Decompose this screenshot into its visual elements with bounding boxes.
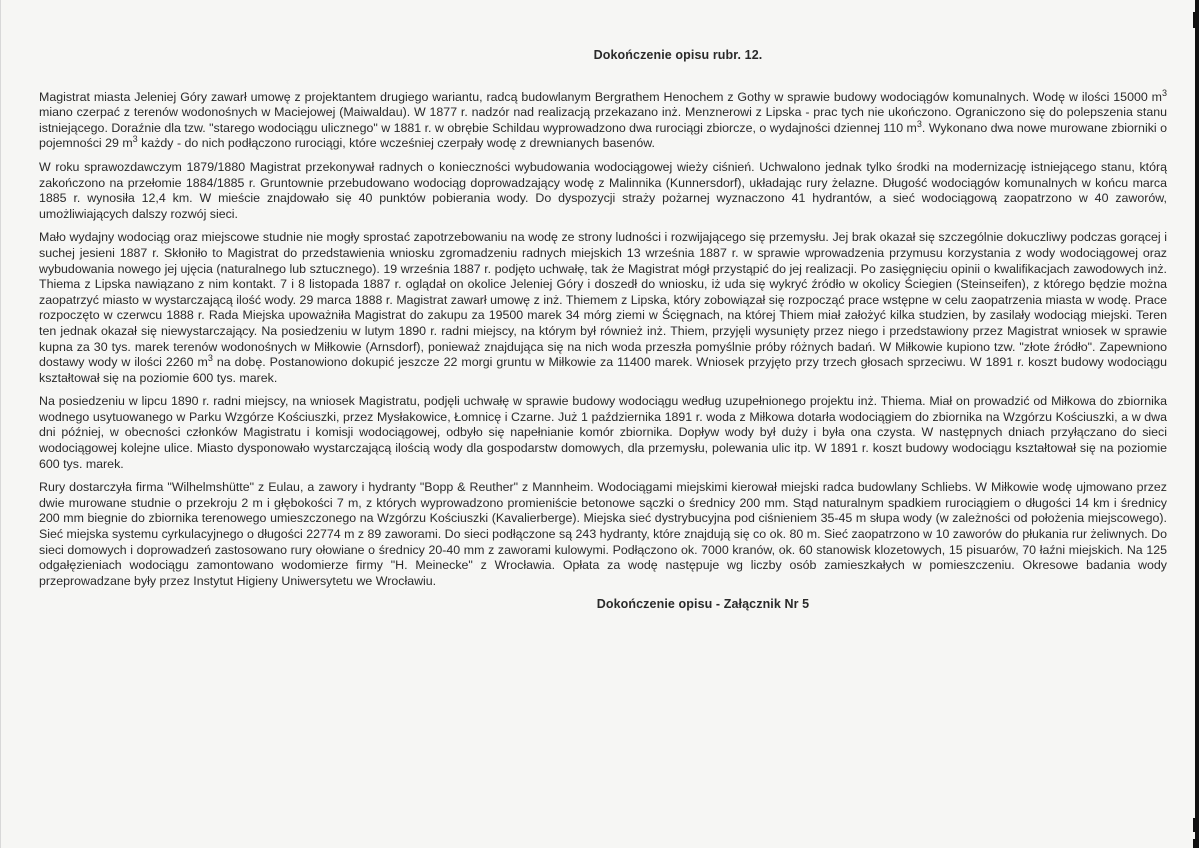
paragraph-3-text-b: na dobę. Postanowiono dokupić jeszcze 22 morgi gruntu w Miłkowie za 11400 marek. Wniosek przyjęto przy trzech głosach sprzeciwu. W 1891 r. koszt budowy wodociągu kształtował się na poziomie 600 tys. marek.: [39, 355, 1167, 385]
page-heading: Dokończenie opisu rubr. 12.: [593, 48, 763, 62]
paragraph-4: Na posiedzeniu w lipcu 1890 r. radni miejscy, na wniosek Magistratu, podjęli uchwałę w sprawie budowy wodociągu według uzupełnionego projektu inż. Thiema. Miał on prowadzić od Miłkowa do zbiornika wodnego usytuowanego w Parku Wzgórze Kościuszki, przez Mysłakowice, Łomnicę i Czarne. Już 1 października 1891 r. woda z Miłkowa dotarła wodociągiem do zbiornika na Wzgórzu Kościuszki, a w dwa dni później, w obecności członków Magistratu i komisji wodociągowej, odbyło się napełnianie komór zbiornika. Dopływ wody był duży i była ona czysta. W następnych dniach przyłączano do sieci wodociągowej kolejne ulice. Miasto dysponowało wystarczającą ilością wody dla gospodarstw domowych, dla przemysłu, polewania ulic itp. W 1891 r. koszt budowy wodociągu kształtował się na poziomie 600 tys. marek.: [39, 394, 1167, 471]
paragraph-1-text-a: Magistrat miasta Jeleniej Góry zawarł umowę z projektantem drugiego wariantu, radcą budowlanym Bergrathem Henochem z Gothy w sprawie budowy wodociągów komunalnych. Wodę w ilości 15000 m: [39, 89, 1162, 104]
paragraph-3-text-a: Mało wydajny wodociąg oraz miejscowe studnie nie mogły sprostać zapotrzebowaniu na wodę ze strony ludności i rozwijającego się przemysłu. Jej brak okazał się szczególnie dokuczliwy podczas gorącej i suchej jesieni 1887 r. Skłoniło to Magistrat do przedstawienia wniosku zgromadzeniu radnych miejskich 13 września 1887 r. w sprawie wprowadzenia przymusu korzystania z wody wodociągowej oraz wybudowania nowego jej ujęcia (naturalnego lub sztucznego). 19 września 1887 r. podjęto uchwałę, tak że Magistrat mógł przystąpić do jej realizacji. Po zasięgnięciu opinii o kwalifikacjach zawodowych inż. Thiema z Lipska nawiązano z nim kontakt. 7 i 8 listopada 1887 r. oglądał on okolice Jeleniej Góry i doszedł do wniosku, iż uda się wykryć źródło w okolicy Ściegien (Steinseifen), z którego będzie można zaopatrzyć miasto w wystarczającą ilość wody. 29 marca 1888 r. Magistrat zawarł umowę z inż. Thiemem z Lipska, który zobowiązał się rozpocząć prace wstępne w celu zaopatrzenia miasta w wodę. Prace rozpoczęto w czerwcu 1888 r. Rada Miejska upoważniła Magistrat do zakupu za 19500 marek 34 mórg ziemi w Ścięgnach, na której Thiem miał założyć kilka studzien, by zasilały wodociąg miejski. Teren ten jednak okazał się niewystarczający. Na posiedzeniu w lutym 1890 r. radni miejscy, na którym był również inż. Thiem, przyjęli wysunięty przez niego i przedstawiony przez Magistrat wniosek w sprawie kupna za 30 tys. marek terenów wodonośnych w Miłkowie (Arnsdorf), ponieważ znajdująca się na nich woda przeszła pomyślnie próby różnych badań. W Miłkowie kupiono tzw. "złote źródło". Zapewniono dostawy wody w ilości 2260 m: [39, 230, 1167, 370]
scan-edge-mark: [1193, 839, 1199, 848]
paragraph-1-text-b: miano czerpać z terenów wodonośnych w Maciejowej (Maiwaldau). W 1877 r. nadzór nad realizacją przekazano inż. Menznerowi z Lipska - prac tych nie ukończono. Ograniczono się do polepszenia stanu istniejącego. Doraźnie dla tzw. "starego wodociągu ulicznego" w 1881 r. w obrębie Schildau wyprowadzono dwa rurociągi zbiorcze, o wydajności dziennej 110 m: [39, 105, 1167, 135]
superscript-cubic: 3: [207, 353, 213, 364]
paragraph-1: [39, 87, 1167, 152]
page-footer-heading: Dokończenie opisu - Załącznik Nr 5: [596, 597, 810, 612]
scan-edge-mark: [1193, 818, 1199, 832]
superscript-cubic: 3: [916, 118, 922, 129]
paragraph-1-text-d: każdy - do nich podłączono rurociągi, które wcześniej czerpały wodę z drewnianych basenów.: [137, 136, 655, 151]
superscript-cubic: 3: [132, 134, 138, 145]
paragraph-3: [39, 230, 1167, 386]
paragraph-2: W roku sprawozdawczym 1879/1880 Magistrat przekonywał radnych o konieczności wybudowania wodociągowej wieży ciśnień. Uchwalono jednak tylko środki na modernizację istniejącego stanu, którą zakończono na przełomie 1884/1885 r. Gruntownie przebudowano wodociąg doprowadzający wodę z Malinnika (Kunnersdorf), układając rury żelazne. Długość wodociągów komunalnych w końcu marca 1885 r. wynosiła 12,4 km. W mieście znajdowało się 40 punktów pobierania wody. Do dyspozycji straży pożarnej wyznaczono 41 hydrantów, a sieć wodociągową zaopatrzono w 40 zaworów, umożliwiających dalszy rozwój sieci.: [39, 159, 1167, 221]
paragraph-5: Rury dostarczyła firma "Wilhelmshütte" z Eulau, a zawory i hydranty "Bopp & Reuther" z Mannheim. Wodociągami miejskimi kierował miejski radca budowlany Schliebs. W Miłkowie wodę ujmowano przez dwie murowane studnie o przekroju 2 m i głębokości 7 m, z których wyprowadzono promieniście betonowe sączki o średnicy 200 mm. Stąd naturalnym spadkiem rurociągiem o długości 14 km i średnicy 200 mm biegnie do zbiornika terenowego umieszczonego na Wzgórzu Kościuszki (Kavalierberge). Miejska sieć dystrybucyjna pod ciśnieniem 35-45 m słupa wody (w zależności od położenia miejscowego). Sieć miejska systemu cyrkulacyjnego o długości 22774 m z 89 zaworami. Do sieci podłączone są 243 hydranty, które znajdują się co ok. 80 m. Sieć zaopatrzono w 10 zaworów do płukania rur żeliwnych. Do sieci domowych i doprowadzeń zastosowano rury ołowiane o średnicy 20-40 mm z zaworami kulowymi. Podłączono ok. 7000 kranów, ok. 60 stanowisk klozetowych, 15 pisuarów, 70 łaźni miejskich. Na 125 odgałęzieniach wodociągu zamontowano wodomierze firmy "H. Meinecke" z Wrocławia. Opłata za wodę następuje wg liczby osób zamieszkałych w pomieszczeniu. Okresowe badania wody przeprowadzane były przez Instytut Higieny Uniwersytetu we Wrocławiu.: [39, 480, 1167, 588]
superscript-cubic: 3: [1161, 87, 1167, 98]
scan-edge: [1195, 0, 1199, 848]
paragraph-1-text-c: . Wykonano dwa nowe murowane zbiorniki o pojemności 29 m: [39, 120, 1167, 151]
document-page: [39, 48, 1167, 613]
scan-edge-mark: [1193, 12, 1199, 28]
